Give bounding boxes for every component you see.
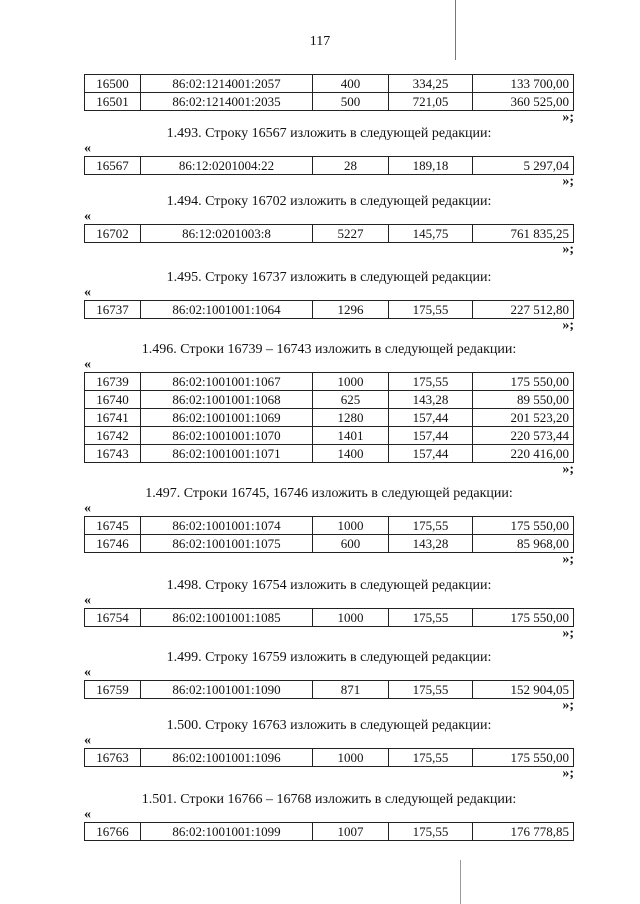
cadastral-number-cell: 86:02:1001001:1085: [141, 609, 313, 627]
amendment-table: [84, 680, 574, 699]
row-number-cell: 16739: [85, 373, 141, 391]
amendment-heading: 1.497. Строки 16745, 16746 изложить в следующей редакции:: [145, 486, 513, 501]
row-number-cell: 16501: [85, 93, 141, 111]
rate-cell: 175,55: [389, 823, 473, 841]
amount-cell: 201 523,20: [473, 409, 574, 427]
area-cell: 1000: [313, 373, 389, 391]
amendment-heading: 1.495. Строку 16737 изложить в следующей редакции:: [166, 270, 492, 285]
table-row: [85, 609, 574, 627]
row-number-cell: 16746: [85, 535, 141, 553]
amendment-table: [84, 224, 574, 243]
top-table-body: [85, 75, 574, 111]
open-quote: «: [84, 141, 91, 156]
open-quote: «: [84, 285, 91, 300]
amount-cell: 175 550,00: [473, 749, 574, 767]
rate-cell: 189,18: [389, 157, 473, 175]
row-number-cell: 16737: [85, 301, 141, 319]
page-number: 117: [309, 34, 331, 49]
table-row: [85, 373, 574, 391]
open-quote: «: [84, 665, 91, 680]
amendment-section: [84, 486, 574, 567]
amendment-heading: 1.494. Строку 16702 изложить в следующей редакции:: [166, 194, 492, 209]
amendment-heading: 1.496. Строки 16739 – 16743 изложить в следующей редакции:: [141, 342, 517, 357]
open-quote: «: [84, 357, 91, 372]
cadastral-number-cell: 86:02:1001001:1075: [141, 535, 313, 553]
rate-cell: 175,55: [389, 681, 473, 699]
amendment-section: [84, 126, 574, 189]
amendment-section: [84, 792, 574, 841]
amount-cell: 89 550,00: [473, 391, 574, 409]
rate-cell: 175,55: [389, 749, 473, 767]
table-row: [85, 409, 574, 427]
cadastral-number-cell: 86:02:1001001:1096: [141, 749, 313, 767]
area-cell: 1401: [313, 427, 389, 445]
cadastral-number-cell: 86:12:0201003:8: [141, 225, 313, 243]
row-number-cell: 16500: [85, 75, 141, 93]
amendment-heading: 1.500. Строку 16763 изложить в следующей редакции:: [166, 718, 492, 733]
amount-cell: 5 297,04: [473, 157, 574, 175]
table-row: [85, 823, 574, 841]
amendment-heading: 1.498. Строку 16754 изложить в следующей редакции:: [166, 578, 492, 593]
rate-cell: 157,44: [389, 427, 473, 445]
amount-cell: 220 573,44: [473, 427, 574, 445]
rate-cell: 157,44: [389, 445, 473, 463]
close-quote: »;: [562, 174, 574, 189]
area-cell: 625: [313, 391, 389, 409]
row-number-cell: 16743: [85, 445, 141, 463]
amount-cell: 175 550,00: [473, 373, 574, 391]
amendment-table: [84, 156, 574, 175]
open-quote: «: [84, 593, 91, 608]
table-row: [85, 749, 574, 767]
cadastral-number-cell: 86:02:1001001:1069: [141, 409, 313, 427]
open-quote: «: [84, 733, 91, 748]
table-row: [85, 225, 574, 243]
cadastral-number-cell: 86:02:1001001:1071: [141, 445, 313, 463]
amount-cell: 152 904,05: [473, 681, 574, 699]
close-quote: »;: [562, 698, 574, 713]
area-cell: 871: [313, 681, 389, 699]
amount-cell: 176 778,85: [473, 823, 574, 841]
row-number-cell: 16741: [85, 409, 141, 427]
rate-cell: 721,05: [389, 93, 473, 111]
area-cell: 1280: [313, 409, 389, 427]
amount-cell: 175 550,00: [473, 517, 574, 535]
open-quote: «: [84, 209, 91, 224]
row-number-cell: 16567: [85, 157, 141, 175]
cadastral-number-cell: 86:02:1001001:1074: [141, 517, 313, 535]
amendment-table: [84, 516, 574, 553]
table-row: [85, 301, 574, 319]
table-row: [85, 535, 574, 553]
scan-artifact-line: [455, 0, 456, 60]
row-number-cell: 16745: [85, 517, 141, 535]
amendment-heading: 1.493. Строку 16567 изложить в следующей редакции:: [166, 126, 492, 141]
amendment-table: [84, 822, 574, 841]
top-table-block: [84, 74, 574, 125]
cadastral-number-cell: 86:02:1001001:1090: [141, 681, 313, 699]
cadastral-number-cell: 86:02:1001001:1099: [141, 823, 313, 841]
cadastral-number-cell: 86:02:1214001:2035: [141, 93, 313, 111]
open-quote: «: [84, 807, 91, 822]
cadastral-number-cell: 86:12:0201004:22: [141, 157, 313, 175]
rate-cell: 175,55: [389, 609, 473, 627]
row-number-cell: 16742: [85, 427, 141, 445]
table-row: [85, 427, 574, 445]
area-cell: 1000: [313, 609, 389, 627]
area-cell: 1296: [313, 301, 389, 319]
amendment-table: [84, 748, 574, 767]
row-number-cell: 16702: [85, 225, 141, 243]
area-cell: 400: [313, 75, 389, 93]
rate-cell: 175,55: [389, 373, 473, 391]
amendment-table: [84, 300, 574, 319]
rate-cell: 334,25: [389, 75, 473, 93]
row-number-cell: 16763: [85, 749, 141, 767]
amendment-section: [84, 578, 574, 641]
area-cell: 600: [313, 535, 389, 553]
cadastral-number-cell: 86:02:1001001:1067: [141, 373, 313, 391]
amendment-section: [84, 270, 574, 333]
amendment-section: [84, 194, 574, 257]
area-cell: 1000: [313, 517, 389, 535]
cadastral-number-cell: 86:02:1001001:1068: [141, 391, 313, 409]
rate-cell: 145,75: [389, 225, 473, 243]
close-quote: »;: [562, 766, 574, 781]
top-table: [84, 74, 574, 111]
amount-cell: 227 512,80: [473, 301, 574, 319]
table-row: [85, 391, 574, 409]
amendment-heading: 1.499. Строку 16759 изложить в следующей редакции:: [166, 650, 492, 665]
area-cell: 28: [313, 157, 389, 175]
close-quote: »;: [562, 552, 574, 567]
close-quote: »;: [562, 318, 574, 333]
amount-cell: 360 525,00: [473, 93, 574, 111]
row-number-cell: 16740: [85, 391, 141, 409]
rate-cell: 157,44: [389, 409, 473, 427]
area-cell: 5227: [313, 225, 389, 243]
rate-cell: 175,55: [389, 301, 473, 319]
amount-cell: 761 835,25: [473, 225, 574, 243]
rate-cell: 175,55: [389, 517, 473, 535]
open-quote: «: [84, 501, 91, 516]
amendment-section: [84, 718, 574, 781]
row-number-cell: 16766: [85, 823, 141, 841]
amendment-table: [84, 608, 574, 627]
cadastral-number-cell: 86:02:1214001:2057: [141, 75, 313, 93]
amount-cell: 85 968,00: [473, 535, 574, 553]
table-row: [85, 517, 574, 535]
table-row: [85, 681, 574, 699]
amendment-section: [84, 650, 574, 713]
close-quote: »;: [562, 110, 574, 125]
area-cell: 1400: [313, 445, 389, 463]
area-cell: 1007: [313, 823, 389, 841]
close-quote: »;: [562, 242, 574, 257]
cadastral-number-cell: 86:02:1001001:1064: [141, 301, 313, 319]
area-cell: 1000: [313, 749, 389, 767]
scan-artifact-line: [460, 860, 461, 904]
table-row: [85, 445, 574, 463]
amount-cell: 220 416,00: [473, 445, 574, 463]
close-quote: »;: [562, 626, 574, 641]
table-row: [85, 75, 574, 93]
close-quote: »;: [562, 462, 574, 477]
amendment-section: [84, 342, 574, 477]
amount-cell: 175 550,00: [473, 609, 574, 627]
row-number-cell: 16754: [85, 609, 141, 627]
amendment-heading: 1.501. Строки 16766 – 16768 изложить в следующей редакции:: [141, 792, 517, 807]
area-cell: 500: [313, 93, 389, 111]
amendment-table: [84, 372, 574, 463]
amount-cell: 133 700,00: [473, 75, 574, 93]
rate-cell: 143,28: [389, 535, 473, 553]
cadastral-number-cell: 86:02:1001001:1070: [141, 427, 313, 445]
table-row: [85, 93, 574, 111]
table-row: [85, 157, 574, 175]
rate-cell: 143,28: [389, 391, 473, 409]
row-number-cell: 16759: [85, 681, 141, 699]
